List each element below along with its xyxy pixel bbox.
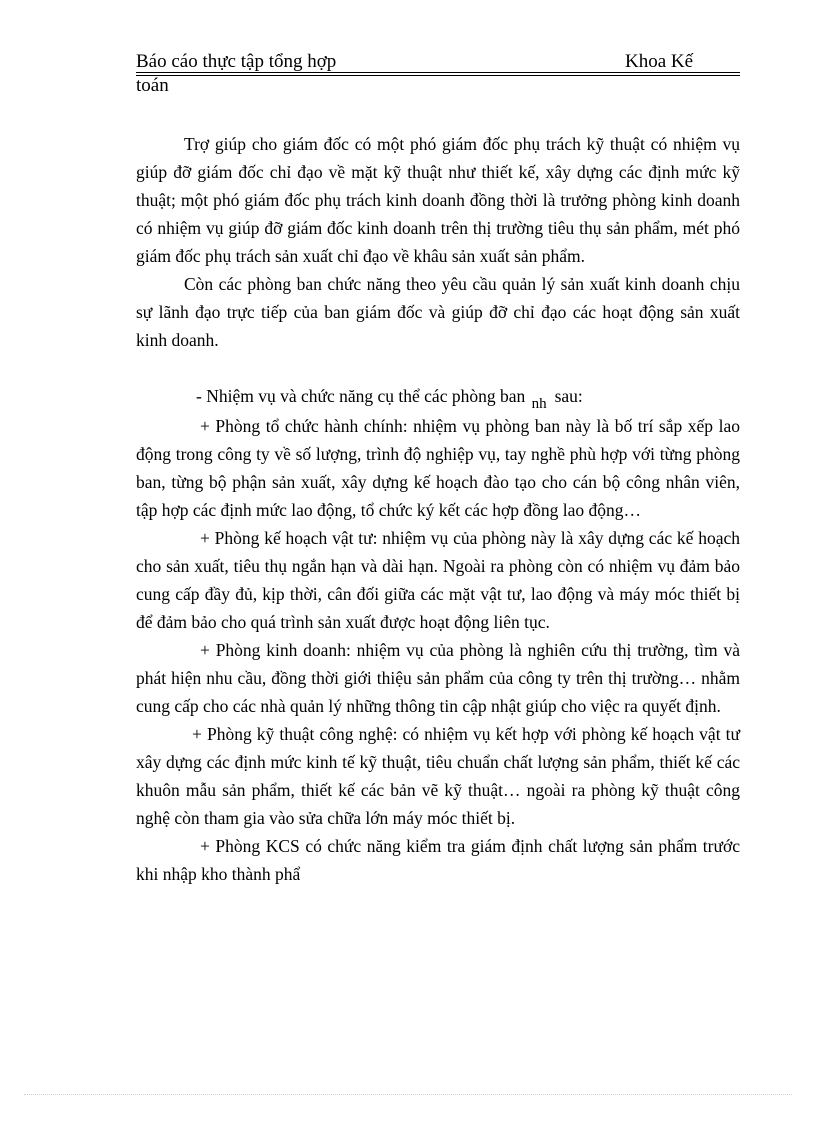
document-body (136, 130, 740, 888)
page-bottom-divider (24, 1094, 792, 1095)
department-title: Khoa Kế (625, 51, 694, 72)
paragraph-business-dept: + Phòng kinh doanh: nhiệm vụ của phòng là nghiên cứu thị trường, tìm và phát hiện nhu cầu, đồng thời giới thiệu sản phẩm của công ty trên thị trường… nhằm cung cấp cho các nhà quản lý những thông tin cập nhật giúp cho việc ra quyết định. (136, 640, 740, 716)
intro-main-text: - Nhiệm vụ và chức năng cụ thể các phòng ban (196, 386, 526, 406)
paragraph-functional-departments: Còn các phòng ban chức năng theo yêu cầu quản lý sản xuất kinh doanh chịu sự lãnh đạo trực tiếp của ban giám đốc và giúp đỡ chỉ đạo các hoạt động sản xuất kinh doanh. (136, 274, 740, 350)
paragraph-kcs-dept: + Phòng KCS có chức năng kiểm tra giám định chất lượng sản phẩm trước khi nhập kho thành phẩ (136, 836, 740, 884)
paragraph-deputy-directors: Trợ giúp cho giám đốc có một phó giám đốc phụ trách kỹ thuật có nhiệm vụ giúp đỡ giám đốc chỉ đạo về mặt kỹ thuật như thiết kế, xây dựng các định mức kỹ thuật; một phó giám đốc phụ trách kinh doanh đồng thời là trưởng phòng kinh doanh có nhiệm vụ giúp đỡ giám đốc kinh doanh trên thị trường tiêu thụ sản phẩm, mét phó giám đốc phụ trách sản xuất chỉ đạo về khâu sản xuất sản phẩm. (136, 134, 740, 266)
paragraph-planning-materials-dept: + Phòng kế hoạch vật tư: nhiệm vụ của phòng này là xây dựng các kế hoạch cho sản xuất, tiêu thụ ngắn hạn và dài hạn. Ngoài ra phòng còn có nhiệm vụ đảm bảo cung cấp đầy đủ, kịp thời, cân đối giữa các mặt vật tư, lao động và máy móc thiết bị để đảm bảo cho quá trình sản xuất được hoạt động liên tục. (136, 528, 740, 632)
intro-subscript-text: nh (531, 396, 547, 412)
paragraph-administration-dept: + Phòng tổ chức hành chính: nhiệm vụ phòng ban này là bố trí sắp xếp lao động trong công ty về số lượng, trình độ nghiệp vụ, tay nghề phù hợp với từng phòng ban, từng bộ phận sản xuất, xây dựng kế hoạch đào tạo cho cán bộ công nhân viên, tập hợp các định mức lao động, tổ chức ký kết các hợp đồng lao động… (136, 416, 740, 520)
paragraph-gap (136, 354, 740, 382)
page-header (136, 50, 740, 74)
header-rule-bottom (136, 75, 740, 76)
report-title: Báo cáo thực tập tổng hợp (136, 51, 337, 72)
header-rule-top (136, 72, 740, 73)
intro-end-text: sau: (554, 386, 583, 406)
paragraph-technology-dept: + Phòng kỹ thuật công nghệ: có nhiệm vụ kết hợp với phòng kế hoạch vật tư xây dựng các định mức kinh tế kỹ thuật, tiêu chuẩn chất lượng sản phẩm, thiết kế các khuôn mẫu sản phẩm, thiết kế các bản vẽ kỹ thuật… ngoài ra phòng kỹ thuật công nghệ còn tham gia vào sửa chữa lớn máy móc thiết bị. (136, 724, 740, 828)
paragraph-department-duties-intro (136, 382, 740, 412)
department-title-continued: toán (136, 75, 169, 96)
